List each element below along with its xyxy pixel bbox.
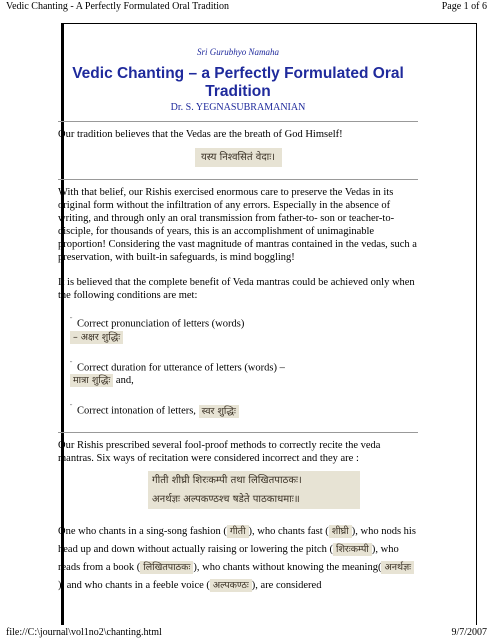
sanskrit-giti-image: गीती [227, 525, 249, 538]
condition-item-intonation [70, 401, 418, 418]
print-header [0, 0, 495, 14]
condition-text: Correct intonation of letters, [76, 405, 196, 417]
condition-item-pronunciation [70, 314, 418, 344]
print-footer-path: file://C:\journal\vol1no2\chanting.html [6, 627, 162, 638]
sanskrit-likhitapathaka-image: लिखितपाठकः [140, 561, 193, 574]
sanskrit-verse-image [148, 471, 360, 509]
text-run: ), who reads from a book ( [58, 543, 399, 573]
sanskrit-svara-shuddhi-image: स्वर शुद्धिः [199, 405, 239, 418]
section-divider [58, 179, 418, 180]
text-run: ), who nods his head up and down without actually raising or lowering the pitch ( [58, 525, 416, 555]
bullet-marker: ¨ [70, 403, 73, 412]
condition-text: Correct pronunciation of letters (words) [76, 318, 245, 330]
bullet-marker: ¨ [70, 359, 73, 368]
print-header-page-number: Page 1 of 6 [441, 1, 487, 12]
verse-line-2: अनर्थज्ञः अल्पकण्ठश्च षडेते पाठकाधमाः॥ [152, 493, 300, 505]
paragraph-intro: Our tradition believes that the Vedas are the breath of God Himself! [58, 129, 343, 140]
text-run: One who chants in a sing-song fashion ( [58, 525, 227, 537]
text-run: ), and who chants in a feeble voice ( [58, 579, 210, 591]
text-run: ), are considered [251, 579, 322, 591]
article-title: Vedic Chanting – a Perfectly Formulated Oral Tradition [72, 65, 404, 100]
title-divider [58, 121, 418, 122]
sanskrit-matra-shuddhi-image: मात्रा शुद्धिः [70, 374, 113, 387]
text-run: ), who chants fast ( [248, 525, 329, 537]
condition-tail: and, [115, 375, 134, 387]
sanskrit-shirahkampi-image: शिरःकम्पी [333, 543, 372, 556]
section-divider [58, 432, 418, 433]
article-author: Dr. S. YEGNASUBRAMANIAN [170, 102, 306, 113]
paragraph-reciters [58, 523, 418, 595]
article-body [58, 46, 418, 607]
invocation: Sri Gurubhyo Namaha [196, 47, 279, 57]
print-footer [0, 626, 495, 640]
paragraph-conditions: It is believed that the complete benefit of Veda mantras could be achieved only when the following conditions are met: [58, 277, 415, 301]
verse-line-1: गीती शीघ्री शिरःकम्पी तथा लिखितपाठकः। [152, 474, 302, 486]
bullet-marker: ¨ [70, 316, 73, 324]
paragraph-preservation: With that belief, our Rishis exercised enormous care to preserve the Vedas in its original form without the infiltration of any errors. Especially in the absence of writing, and through only an oral transmission from father-to- son or teacher-to-disciple, for thousands of years, this is an accomplishment of unimaginable proportion! Considering the vast magnitude of mantras contained in the vedas, such a preservation, with built-in safeguards, is mind boggling! [58, 187, 417, 263]
sanskrit-anarthajna-image: अनर्थज्ञः [381, 561, 414, 574]
print-header-title: Vedic Chanting - A Perfectly Formulated Oral Tradition [6, 1, 230, 12]
condition-text: Correct duration for utterance of letters (words) – [76, 362, 285, 374]
print-footer-date: 9/7/2007 [451, 627, 487, 638]
sanskrit-quote-image: यस्य निश्वसितं वेदाः। [195, 148, 282, 167]
sanskrit-akshara-shuddhi-image: – अक्षर शुद्धिः [70, 331, 123, 344]
text-run: ), who chants without knowing the meaning( [193, 561, 382, 573]
sanskrit-alpakantha-image: अल्पकण्ठः [210, 579, 252, 592]
condition-item-duration [70, 358, 418, 388]
paragraph-methods: Our Rishis prescribed several fool-proof methods to correctly recite the veda mantras. Six ways of recitation were considered incorrect and they are : [58, 439, 381, 464]
sanskrit-shighri-image: शीघ्री [329, 525, 352, 538]
